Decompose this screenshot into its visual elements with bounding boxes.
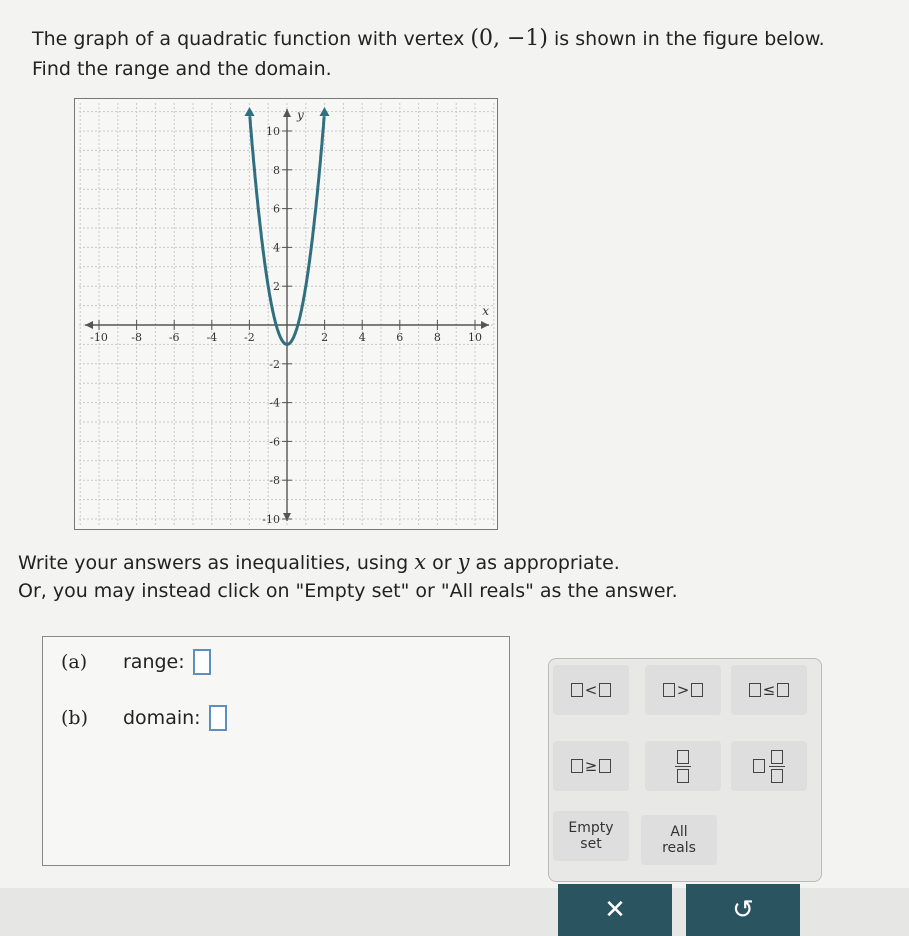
x-tick-label: -6 xyxy=(168,331,180,344)
y-tick-label: -8 xyxy=(269,474,280,488)
y-tick-label: -6 xyxy=(269,435,280,449)
question-line2: Find the range and the domain. xyxy=(32,58,332,80)
greater-than-symbol: > xyxy=(676,681,690,699)
box-icon xyxy=(571,683,583,697)
clear-button[interactable] xyxy=(558,884,672,936)
box-icon xyxy=(599,683,611,697)
close-icon: ✕ xyxy=(604,895,626,925)
range-label: range: xyxy=(123,651,185,673)
y-axis-label: y xyxy=(297,108,304,122)
question-line1-pre: The graph of a quadratic function with vertex xyxy=(32,28,465,50)
x-tick-label: 8 xyxy=(433,331,441,344)
greater-or-equal-button[interactable] xyxy=(553,741,629,791)
x-tick-label: 10 xyxy=(468,331,482,344)
greater-than-button[interactable] xyxy=(645,665,721,715)
range-row xyxy=(61,649,211,675)
instructions-line1-post: as appropriate. xyxy=(475,552,620,574)
y-tick-label: 4 xyxy=(273,241,280,255)
y-tick-label: -2 xyxy=(269,357,280,371)
y-axis-arrow-down xyxy=(283,513,291,521)
empty-set-button[interactable] xyxy=(553,811,629,861)
vertex-coordinates: (0, −1) xyxy=(470,26,548,51)
x-tick-label: 2 xyxy=(321,331,329,344)
y-axis-arrow-up xyxy=(283,109,291,117)
domain-row xyxy=(61,705,227,731)
domain-input[interactable] xyxy=(209,705,227,731)
box-icon xyxy=(749,683,761,697)
part-b-label: (b) xyxy=(61,707,88,729)
x-axis-label: x xyxy=(482,304,489,318)
box-icon xyxy=(599,759,611,773)
box-icon xyxy=(691,683,703,697)
question-text xyxy=(32,24,825,84)
domain-label: domain: xyxy=(123,707,201,729)
x-tick-label: -10 xyxy=(90,331,108,344)
instructions xyxy=(18,548,678,605)
less-or-equal-symbol: ≤ xyxy=(762,681,776,699)
y-tick-label: 6 xyxy=(273,202,280,216)
answer-box xyxy=(42,636,510,866)
undo-button[interactable] xyxy=(686,884,800,936)
y-tick-label: -10 xyxy=(262,513,280,526)
x-axis-arrow-left xyxy=(85,321,93,329)
curve-arrow-left xyxy=(245,107,255,116)
less-or-equal-button[interactable] xyxy=(731,665,807,715)
x-axis-arrow-right xyxy=(481,321,489,329)
empty-set-label-2: set xyxy=(580,836,602,852)
var-y: y xyxy=(457,550,470,574)
or-word: or xyxy=(432,552,452,574)
all-reals-label-1: All xyxy=(670,824,688,840)
x-tick-label: -8 xyxy=(131,331,142,344)
all-reals-button[interactable] xyxy=(641,815,717,865)
range-input[interactable] xyxy=(193,649,211,675)
instructions-line1-pre: Write your answers as inequalities, using xyxy=(18,552,409,574)
box-icon xyxy=(571,759,583,773)
undo-icon: ↺ xyxy=(732,895,754,925)
box-icon xyxy=(663,683,675,697)
less-than-symbol: < xyxy=(584,681,598,699)
x-tick-label: 6 xyxy=(396,331,404,344)
greater-or-equal-symbol: ≥ xyxy=(584,757,598,775)
fraction-icon xyxy=(675,750,691,783)
graph-svg xyxy=(75,99,499,531)
var-x: x xyxy=(414,550,427,574)
part-a-label: (a) xyxy=(61,651,88,673)
mixed-number-button[interactable] xyxy=(731,741,807,791)
box-icon xyxy=(777,683,789,697)
instructions-line2: Or, you may instead click on "Empty set" or "All reals" as the answer. xyxy=(18,580,678,602)
less-than-button[interactable] xyxy=(553,665,629,715)
x-tick-label: 4 xyxy=(358,331,366,344)
all-reals-label-2: reals xyxy=(662,840,696,856)
fraction-icon xyxy=(769,750,785,783)
math-palette xyxy=(548,658,822,882)
x-tick-label: -2 xyxy=(244,331,255,344)
box-icon xyxy=(753,759,765,773)
fraction-button[interactable] xyxy=(645,741,721,791)
empty-set-label-1: Empty xyxy=(568,820,614,836)
y-tick-label: 8 xyxy=(273,163,280,177)
y-tick-label: 10 xyxy=(266,125,280,138)
x-tick-label: -4 xyxy=(206,331,218,344)
y-tick-label: -4 xyxy=(269,396,280,410)
y-tick-label: 2 xyxy=(273,280,280,294)
question-line1-post: is shown in the figure below. xyxy=(554,28,825,50)
parabola-graph xyxy=(74,98,498,530)
